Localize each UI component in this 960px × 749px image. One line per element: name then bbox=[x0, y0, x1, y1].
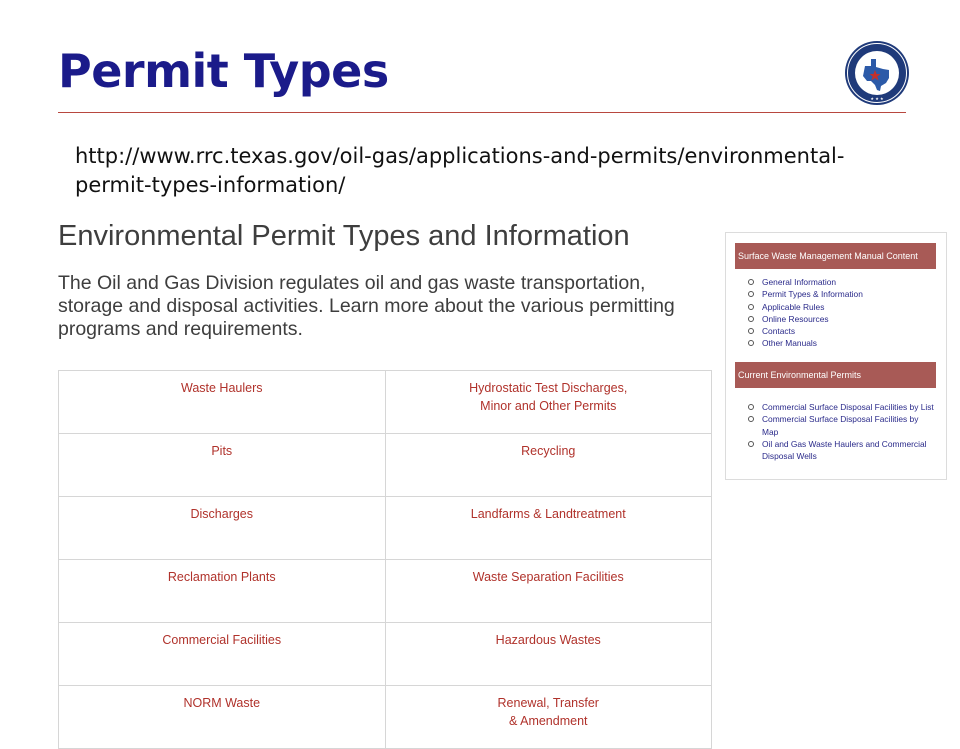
table-cell[interactable] bbox=[385, 497, 712, 560]
permit-link[interactable]: Hazardous Wastes bbox=[495, 633, 601, 647]
table-row bbox=[59, 560, 712, 623]
table-cell[interactable] bbox=[59, 560, 386, 623]
circle-bullet-icon bbox=[748, 328, 754, 334]
table-cell[interactable] bbox=[385, 686, 712, 749]
table-row bbox=[59, 371, 712, 434]
manual-content-list bbox=[748, 276, 863, 350]
table-cell[interactable] bbox=[385, 560, 712, 623]
permit-link[interactable]: Discharges bbox=[190, 507, 254, 521]
table-cell[interactable] bbox=[385, 623, 712, 686]
circle-bullet-icon bbox=[748, 404, 754, 410]
table-cell[interactable] bbox=[59, 623, 386, 686]
table-cell[interactable] bbox=[385, 371, 712, 434]
table-row bbox=[59, 497, 712, 560]
permit-link[interactable]: Commercial Facilities bbox=[162, 633, 282, 647]
list-item-link[interactable]: Permit Types & Information bbox=[762, 289, 863, 300]
list-item[interactable] bbox=[748, 313, 863, 325]
list-item[interactable] bbox=[748, 325, 863, 337]
list-item-link[interactable]: Applicable Rules bbox=[762, 301, 825, 312]
permit-types-table bbox=[58, 370, 712, 749]
page-heading: Environmental Permit Types and Information bbox=[58, 220, 630, 252]
table-row bbox=[59, 686, 712, 749]
page-url-text: http://www.rrc.texas.gov/oil-gas/applications-and-permits/environmental-permit-types-information/ bbox=[75, 144, 845, 197]
circle-bullet-icon bbox=[748, 304, 754, 310]
list-item-link[interactable]: Oil and Gas Waste Haulers and Commercial Disposal Wells bbox=[762, 438, 927, 462]
circle-bullet-icon bbox=[748, 279, 754, 285]
page-intro-text: The Oil and Gas Division regulates oil and gas waste transportation, storage and disposal activities. Learn more about the various permitting programs and requirements. bbox=[58, 272, 675, 340]
table-cell[interactable] bbox=[385, 434, 712, 497]
permit-link[interactable]: Hydrostatic Test Discharges, Minor and Other Permits bbox=[469, 381, 628, 413]
list-item-link[interactable]: Commercial Surface Disposal Facilities by Map bbox=[762, 414, 919, 437]
list-item[interactable] bbox=[748, 413, 934, 438]
table-row bbox=[59, 434, 712, 497]
permit-link[interactable]: Landfarms & Landtreatment bbox=[470, 507, 626, 521]
manual-content-header: Surface Waste Management Manual Content bbox=[735, 243, 936, 269]
circle-bullet-icon bbox=[748, 316, 754, 322]
list-item-link[interactable]: General Information bbox=[762, 277, 837, 287]
circle-bullet-icon bbox=[748, 291, 754, 297]
circle-bullet-icon bbox=[748, 441, 754, 447]
current-permits-list bbox=[748, 401, 934, 462]
list-item-link[interactable]: Online Resources bbox=[762, 313, 829, 324]
permit-link[interactable]: NORM Waste bbox=[183, 696, 261, 710]
svg-text:★ ★ ★: ★ ★ ★ bbox=[870, 96, 884, 101]
list-item-link[interactable]: Commercial Surface Disposal Facilities by List bbox=[762, 402, 934, 412]
list-item[interactable] bbox=[748, 288, 863, 300]
current-permits-header: Current Environmental Permits bbox=[735, 362, 936, 388]
table-cell[interactable] bbox=[59, 371, 386, 434]
sidebar-panel bbox=[725, 232, 947, 480]
permit-link[interactable]: Reclamation Plants bbox=[167, 570, 276, 584]
list-item-link[interactable]: Contacts bbox=[762, 326, 796, 337]
permit-link[interactable]: Recycling bbox=[521, 444, 576, 458]
list-item-link[interactable]: Other Manuals bbox=[762, 338, 817, 349]
circle-bullet-icon bbox=[748, 416, 754, 422]
table-cell[interactable] bbox=[59, 686, 386, 749]
railroad-commission-seal-logo bbox=[844, 40, 910, 106]
list-item[interactable] bbox=[748, 276, 863, 288]
table-cell[interactable] bbox=[59, 497, 386, 560]
slide-title: Permit Types bbox=[58, 44, 389, 98]
list-item[interactable] bbox=[748, 401, 934, 413]
permit-link[interactable]: Waste Haulers bbox=[180, 381, 263, 395]
title-divider bbox=[58, 112, 906, 113]
list-item[interactable] bbox=[748, 337, 863, 349]
list-item[interactable] bbox=[748, 438, 934, 463]
permit-link[interactable]: Renewal, Transfer & Amendment bbox=[497, 696, 599, 728]
table-cell[interactable] bbox=[59, 434, 386, 497]
permit-link[interactable]: Pits bbox=[211, 444, 233, 458]
permit-link[interactable]: Waste Separation Facilities bbox=[472, 570, 624, 584]
table-row bbox=[59, 623, 712, 686]
list-item[interactable] bbox=[748, 301, 863, 313]
circle-bullet-icon bbox=[748, 340, 754, 346]
